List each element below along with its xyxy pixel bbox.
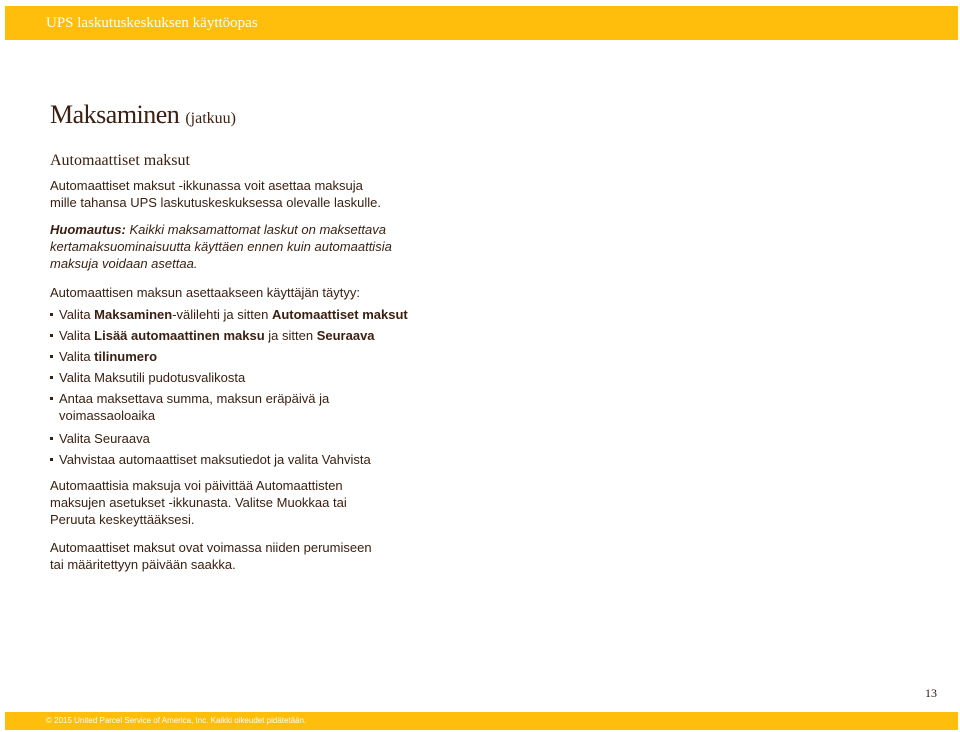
- note-label: Huomautus:: [50, 222, 126, 237]
- note-line-2: kertamaksuominaisuutta käyttäen ennen kuin automaattisia: [50, 239, 392, 254]
- note-paragraph: [50, 221, 392, 272]
- document-title: UPS laskutuskeskuksen käyttöopas: [46, 15, 258, 31]
- list-item: Valita Maksaminen-välilehti ja sitten Automaattiset maksut: [50, 306, 408, 323]
- copyright-text: © 2015 United Parcel Service of America, Inc. Kaikki oikeudet pidätetään.: [46, 716, 307, 725]
- page-title: [50, 100, 236, 130]
- page-number: 13: [925, 686, 937, 700]
- list-item: Valita Lisää automaattinen maksu ja sitten Seuraava: [50, 327, 375, 344]
- steps-intro: Automaattisen maksun asettaakseen käyttäjän täytyy:: [50, 285, 361, 300]
- section-heading: Automaattiset maksut: [50, 152, 190, 169]
- intro-paragraph: [50, 177, 381, 211]
- page-title-suffix: (jatkuu): [185, 110, 236, 127]
- list-item: Valita Maksutili pudotusvalikosta: [50, 369, 245, 386]
- list-item: Vahvistaa automaattiset maksutiedot ja valita Vahvista: [50, 451, 371, 468]
- header-bar: [5, 6, 958, 40]
- update-paragraph: Automaattisia maksuja voi päivittää Automaattisten maksujen asetukset -ikkunasta. Valitse Muokkaa tai Peruuta keskeyttääksesi.: [50, 478, 347, 527]
- list-item: Antaa maksettava summa, maksun eräpäivä ja voimassaoloaika: [50, 390, 329, 424]
- validity-paragraph: Automaattiset maksut ovat voimassa niiden perumiseen tai määritettyyn päivään saakka.: [50, 540, 372, 572]
- note-line-1: Kaikki maksamattomat laskut on maksettava: [125, 222, 386, 237]
- footer-bar: [5, 712, 958, 730]
- list-item: Valita tilinumero: [50, 348, 157, 365]
- note-line-3: maksuja voidaan asettaa.: [50, 256, 198, 271]
- intro-line-1: Automaattiset maksut -ikkunassa voit asettaa maksuja: [50, 178, 363, 193]
- page-title-main: Maksaminen: [50, 100, 180, 129]
- list-item: Valita Seuraava: [50, 430, 150, 447]
- intro-line-2: mille tahansa UPS laskutuskeskuksessa olevalle laskulle.: [50, 195, 381, 210]
